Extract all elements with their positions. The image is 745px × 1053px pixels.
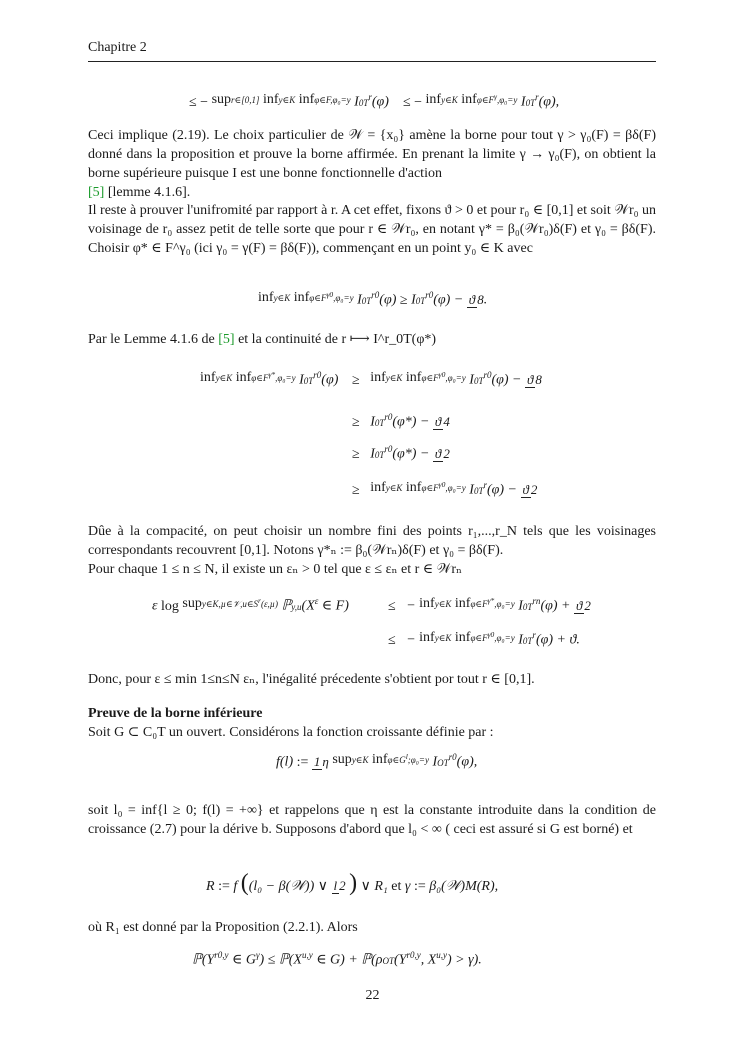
equation-array-3-rhs-2: ≤ − infy∈K $inf\varphi\in F^{\gamma 0},\varphi_0=y$ I0Tr(φ) + ϑ. (388, 630, 580, 648)
equation-array-2-rhs-1: ≥ infy∈K $inf\varphi\in F^{\gamma 0},\varphi_0=y$ I0Tr0(φ) − ϑ 8 (352, 370, 542, 388)
equation-array-2-rhs-3: ≥ I0Tr0(φ*) − ϑ 2 (352, 444, 450, 462)
equation-array-2-rhs-2: ≥ I0Tr0(φ*) − ϑ 4 (352, 412, 450, 430)
page-number: 22 (365, 988, 380, 1003)
section-heading: Preuve de la borne inférieure (88, 706, 263, 721)
equation-array-3-rhs-1: ≤ − infy∈K $inf\varphi\in F^{\gamma*},\varphi_0=y$ I0Trn(φ) + ϑ 2 (388, 596, 591, 614)
running-header: Chapitre 2 (88, 40, 147, 55)
header-rule (88, 61, 656, 62)
paragraph-2: Il reste à prouver l'unifromité par rapport à r. A cet effet, fixons ϑ > 0 et pour r₀ ∈ [0,1] et soit 𝒲r₀ un voisinage de r₀ assez petit de telle sorte que pour r ∈ 𝒲r₀, en notant γ* = β₀(𝒲r₀)δ(F) et γ₀ = βδ(F). Choisir φ* ∈ F^γ₀ (ici γ₀ = γ(F) = βδ(F)), commençant en un point y₀ ∈ K avec (88, 203, 656, 256)
paragraph-9: où R₁ est donné par la Proposition (2.2.1). Alors (88, 920, 358, 935)
paragraph-6: Donc, pour ε ≤ min 1≤n≤N εₙ, l'inégalité précedente s'obtient por tout r ∈ [0,1]. (88, 672, 535, 687)
equation-4: f(l) := 1 η supy∈K $inf\varphi\in G^l;\varphi_0=y$ IOTr0(φ), (276, 752, 478, 770)
equation-array-2-line-1: infy∈K $inf\varphi\in F^{\gamma*},\varphi_0=y$ I0Tr0(φ) (200, 370, 339, 388)
paragraph-1: Ceci implique (2.19). Le choix particulier de 𝒲 = {x₀} amène la borne pour tout γ > γ₀(F) = βδ(F) donné dans la proposition et prouve la borne affirmée. En prenant la limite γ → γ₀(F), on obtient la borne supérieure puisque I est une bonne fonctionnelle d'action [5] [lemme 4.1.6]. (88, 128, 656, 200)
equation-array-3-line-1: ε $\log supy\in K,\mu\in 𝒱,u\in S^r(\varepsilon,\mu)$ ℙy,u(Xε ∈ F) (152, 596, 349, 614)
paragraph-4: Dûe à la compacité, on peut choisir un nombre fini des points r₁,...,r_N tels que les voisinages correspondants recouvrent [0,1]. Notons γ*ₙ := β₀(𝒲rₙ)δ(F) et γ₀ = βδ(F). (88, 524, 656, 558)
paragraph-3: Par le Lemme 4.1.6 de [5] et la continuité de r ⟼ I^r_0T(φ*) (88, 332, 437, 347)
equation-5: R := f ((l₀ − β(𝒲)) ∨ l 2 ) ∨ R₁ et γ := β₀(𝒲)M(R), (206, 870, 499, 896)
equation-array-2-rhs-4: ≥ infy∈K $inf\varphi\in F^{\gamma 0},\varphi_0=y$ I0Tr(φ) − ϑ 2 (352, 480, 538, 498)
equation-6: ℙ(Yr0,y ∈ Gγ) ≤ ℙ(Xu,y ∈ G) + ℙ(ρOT(Yr0,y, Xu,y) > γ). (192, 950, 482, 968)
paragraph-5: Pour chaque 1 ≤ n ≤ N, il existe un εₙ > 0 tel que ε ≤ εₙ et r ∈ 𝒲rₙ (88, 562, 463, 577)
citation-link[interactable]: [5] (88, 185, 105, 200)
equation-1: infy∈K $inf\varphi\in F^{\gamma 0},\varphi_0=y$ I0Tr0(φ) ≥ I0Tr0(φ) − ϑ 8. (258, 290, 488, 308)
paragraph-8: soit l₀ = inf{l ≥ 0; f(l) = +∞} et rappelons que η est la constante introduite dans la condition de croissance (2.7) pour la dérive b. Supposons d'abord que l₀ < ∞ ( ceci est assuré si G est borné) et (88, 803, 656, 837)
equation-top: ≤ − supr∈[0,1] infy∈K infφ∈F,φ₀=y I0Tr(φ) ≤ − infy∈K $inf\varphi\in F^\gamma,\varphi_0=y$ I0Tr(φ), (189, 92, 560, 110)
citation-link[interactable]: [5] (218, 332, 235, 347)
paragraph-7: Soit G ⊂ C₀T un ouvert. Considérons la fonction croissante définie par : (88, 725, 494, 740)
